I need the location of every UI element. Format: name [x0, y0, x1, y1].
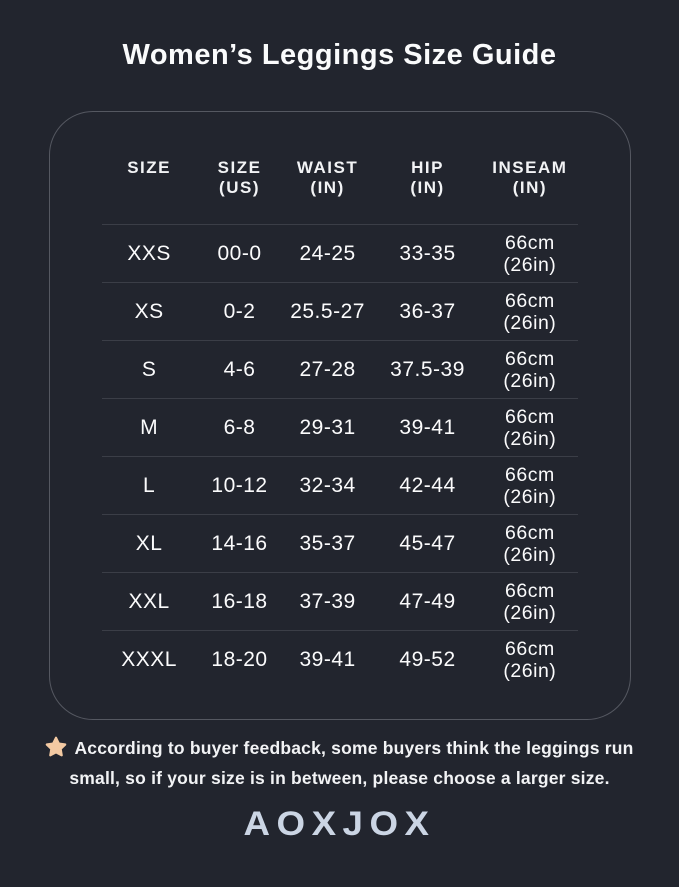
- cell-waist: 37-39: [299, 589, 356, 613]
- cell-size-us: 14-16: [211, 531, 268, 555]
- cell-hip: 36-37: [399, 299, 456, 323]
- column-header-hip: [373, 158, 482, 198]
- cell-waist: 35-37: [299, 531, 356, 555]
- cell-hip: 39-41: [399, 415, 456, 439]
- cell-inseam: [482, 290, 577, 334]
- cell-size-us: 10-12: [211, 473, 268, 497]
- cell-inseam: [482, 232, 577, 276]
- cell-size: XS: [134, 299, 164, 323]
- cell-waist: 29-31: [299, 415, 356, 439]
- column-header-line1: SIZE: [127, 158, 171, 177]
- inseam-cm: 66cm: [505, 521, 555, 544]
- cell-inseam: [482, 522, 577, 566]
- inseam-cm: 66cm: [505, 231, 555, 254]
- star-icon: [45, 736, 67, 765]
- table-body: [102, 224, 578, 688]
- cell-waist: 27-28: [299, 357, 356, 381]
- cell-hip: 47-49: [399, 589, 456, 613]
- cell-waist: 25.5-27: [290, 299, 365, 323]
- cell-inseam: [482, 580, 577, 624]
- inseam-in: (26in): [503, 601, 557, 624]
- inseam-in: (26in): [503, 427, 557, 450]
- inseam-in: (26in): [503, 311, 557, 334]
- column-header-inseam: [482, 158, 577, 198]
- column-header-size-us: [197, 158, 283, 198]
- inseam-cm: 66cm: [505, 463, 555, 486]
- cell-size-us: 18-20: [211, 647, 268, 671]
- table-row-xxl: [102, 572, 578, 630]
- inseam-cm: 66cm: [505, 637, 555, 660]
- column-header-line2: (US): [219, 178, 260, 197]
- cell-hip: 49-52: [399, 647, 456, 671]
- cell-size: XXS: [127, 241, 171, 265]
- table-row-m: [102, 398, 578, 456]
- table-row-xs: [102, 282, 578, 340]
- page-title: Women’s Leggings Size Guide: [122, 39, 557, 71]
- inseam-cm: 66cm: [505, 405, 555, 428]
- note-line1: According to buyer feedback, some buyers think the leggings run: [74, 738, 634, 758]
- column-header-line2: (IN): [310, 178, 345, 197]
- inseam-cm: 66cm: [505, 289, 555, 312]
- cell-size-us: 16-18: [211, 589, 268, 613]
- cell-size: XXL: [128, 589, 170, 613]
- cell-size: M: [140, 415, 159, 439]
- brand-logo: AOXJOX: [243, 805, 436, 843]
- cell-hip: 45-47: [399, 531, 456, 555]
- column-header-line2: (IN): [512, 178, 548, 197]
- column-header-line1: HIP: [411, 158, 444, 177]
- inseam-cm: 66cm: [505, 347, 555, 370]
- cell-size-us: 00-0: [217, 241, 262, 265]
- column-header-waist: [282, 158, 372, 198]
- size-guide-panel: [49, 111, 631, 720]
- cell-size: XL: [135, 531, 163, 555]
- column-header-line1: SIZE: [217, 158, 262, 177]
- table-row-xxs: [102, 224, 578, 282]
- column-header-line1: WAIST: [296, 158, 359, 177]
- cell-hip: 33-35: [399, 241, 456, 265]
- table-row-xl: [102, 514, 578, 572]
- cell-size-us: 0-2: [223, 299, 256, 323]
- inseam-in: (26in): [503, 659, 557, 682]
- fit-note: [30, 735, 650, 791]
- inseam-in: (26in): [503, 369, 557, 392]
- cell-waist: 24-25: [299, 241, 356, 265]
- column-header-line1: INSEAM: [492, 158, 568, 177]
- table-row-l: [102, 456, 578, 514]
- table-row-s: [102, 340, 578, 398]
- cell-size-us: 6-8: [223, 415, 256, 439]
- inseam-in: (26in): [503, 485, 557, 508]
- table-row-xxxl: [102, 630, 578, 688]
- note-line2: small, so if your size is in between, please choose a larger size.: [69, 768, 610, 788]
- cell-size: XXXL: [121, 647, 177, 671]
- column-header-line2: (IN): [410, 178, 445, 197]
- cell-waist: 32-34: [299, 473, 356, 497]
- inseam-cm: 66cm: [505, 579, 555, 602]
- inseam-in: (26in): [503, 543, 557, 566]
- cell-size: S: [141, 357, 157, 381]
- cell-size-us: 4-6: [223, 357, 256, 381]
- cell-inseam: [482, 406, 577, 450]
- column-header-size: [102, 158, 197, 178]
- cell-inseam: [482, 348, 577, 392]
- cell-size: L: [143, 473, 156, 497]
- cell-hip: 42-44: [399, 473, 456, 497]
- cell-inseam: [482, 464, 577, 508]
- table-header-row: [102, 112, 578, 224]
- cell-waist: 39-41: [299, 647, 356, 671]
- inseam-in: (26in): [503, 253, 557, 276]
- cell-hip: 37.5-39: [390, 357, 465, 381]
- cell-inseam: [482, 638, 577, 682]
